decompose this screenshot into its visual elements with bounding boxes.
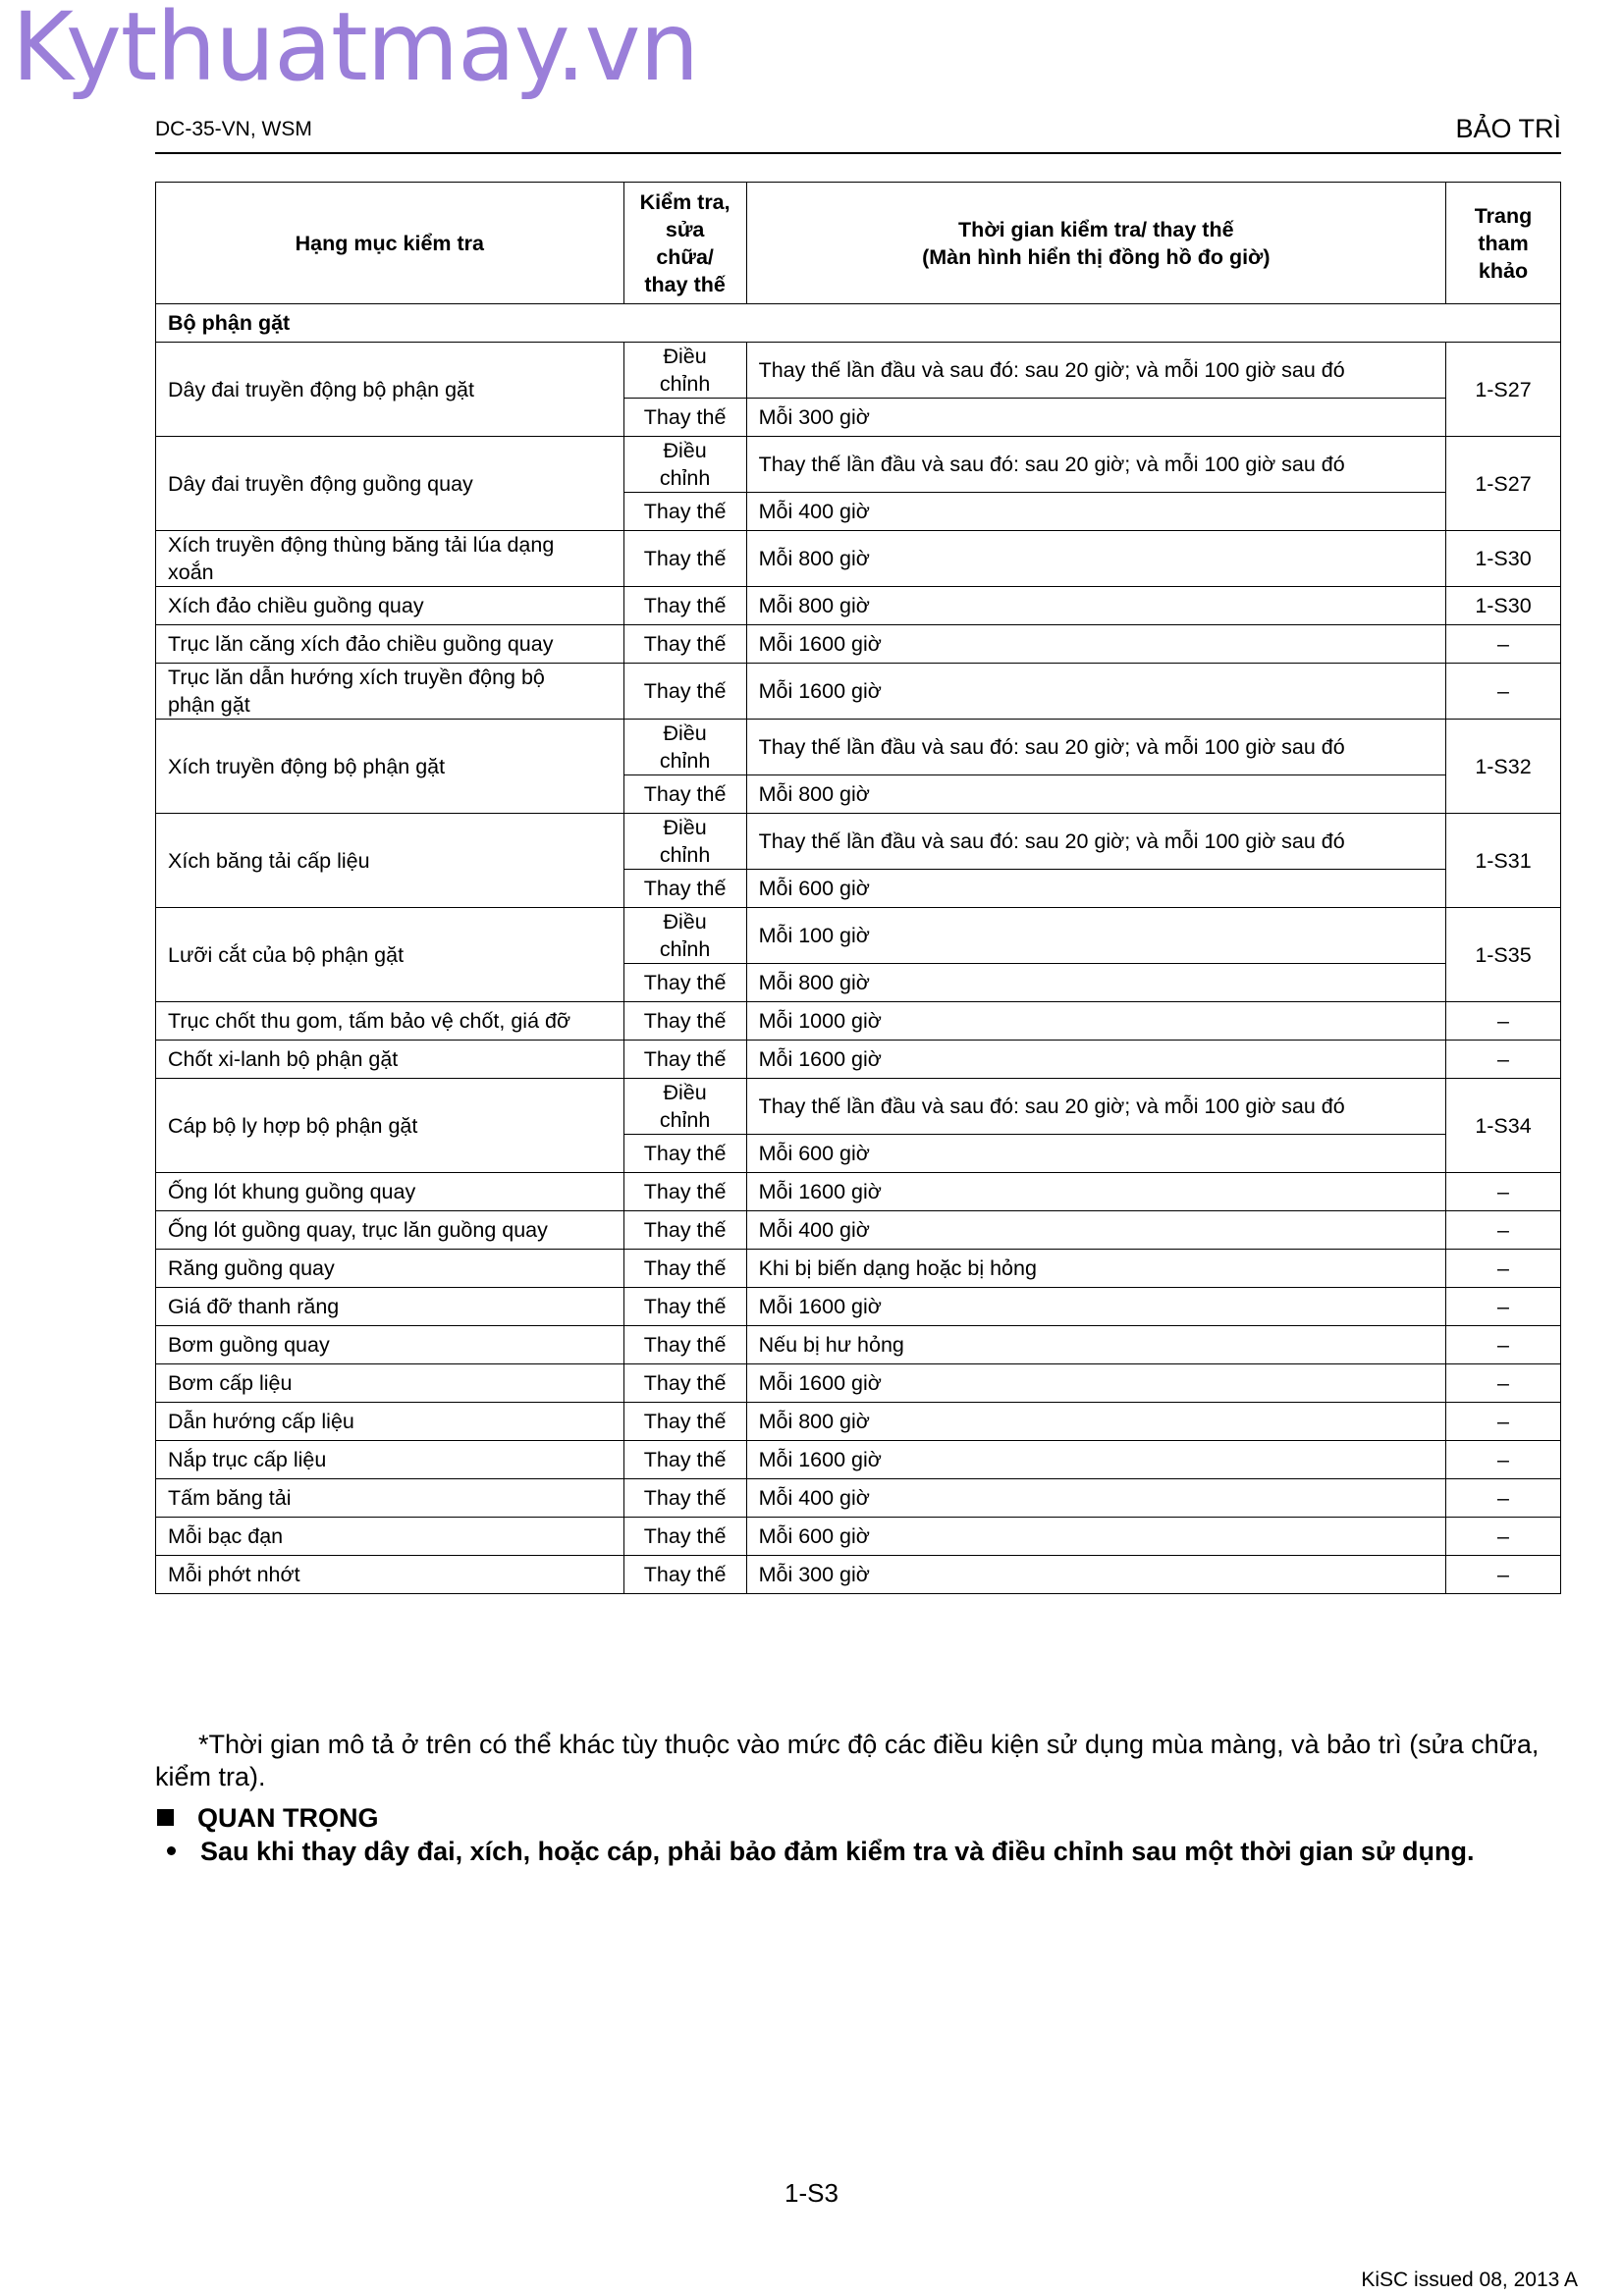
interval-cell: Mỗi 1600 giờ <box>746 1173 1445 1211</box>
reference-cell: – <box>1446 1326 1561 1364</box>
item-cell: Bơm cấp liệu <box>156 1364 624 1403</box>
reference-cell: – <box>1446 1041 1561 1079</box>
interval-cell: Mỗi 800 giờ <box>746 587 1445 625</box>
reference-cell: 1-S27 <box>1446 343 1561 437</box>
important-item <box>167 1837 1475 1867</box>
table-row <box>156 1041 1561 1079</box>
interval-cell: Mỗi 100 giờ <box>746 908 1445 964</box>
action-replace: Thay thế <box>623 531 746 587</box>
table-row <box>156 1403 1561 1441</box>
table-row <box>156 343 1561 399</box>
important-text: Sau khi thay dây đai, xích, hoặc cáp, phải bảo đảm kiểm tra và điều chỉnh sau một thời gian sử dụng. <box>200 1837 1475 1866</box>
interval-cell: Mỗi 1600 giờ <box>746 1364 1445 1403</box>
item-cell: Mỗi phớt nhớt <box>156 1556 624 1594</box>
header-item: Hạng mục kiểm tra <box>156 183 624 304</box>
item-cell: Dây đai truyền động bộ phận gặt <box>156 343 624 437</box>
item-cell: Bơm guồng quay <box>156 1326 624 1364</box>
header-action: Kiểm tra, sửa chữa/ thay thế <box>623 183 746 304</box>
interval-cell: Mỗi 400 giờ <box>746 1211 1445 1250</box>
interval-cell: Mỗi 400 giờ <box>746 493 1445 531</box>
table-row <box>156 1173 1561 1211</box>
action-adjust: Điều chỉnh <box>623 343 746 399</box>
item-cell: Trục chốt thu gom, tấm bảo vệ chốt, giá đỡ <box>156 1002 624 1041</box>
table-row <box>156 720 1561 775</box>
action-replace: Thay thế <box>623 1479 746 1518</box>
page-number: 1-S3 <box>784 2178 839 2208</box>
action-replace: Thay thế <box>623 1250 746 1288</box>
header-divider <box>155 152 1561 154</box>
action-replace: Thay thế <box>623 1403 746 1441</box>
interval-cell: Mỗi 1600 giờ <box>746 1041 1445 1079</box>
watermark-logo: Kythuatmay.vn <box>12 0 699 102</box>
reference-cell: – <box>1446 1211 1561 1250</box>
table-row <box>156 1211 1561 1250</box>
reference-cell: – <box>1446 1002 1561 1041</box>
item-cell: Trục lăn dẫn hướng xích truyền động bộ phận gặt <box>156 664 624 720</box>
item-cell: Chốt xi-lanh bộ phận gặt <box>156 1041 624 1079</box>
item-cell: Mỗi bạc đạn <box>156 1518 624 1556</box>
item-cell: Răng guồng quay <box>156 1250 624 1288</box>
interval-cell: Mỗi 800 giờ <box>746 775 1445 814</box>
interval-cell: Mỗi 1600 giờ <box>746 664 1445 720</box>
interval-cell: Mỗi 1600 giờ <box>746 1441 1445 1479</box>
reference-cell: 1-S31 <box>1446 814 1561 908</box>
interval-cell: Mỗi 800 giờ <box>746 964 1445 1002</box>
interval-cell: Nếu bị hư hỏng <box>746 1326 1445 1364</box>
action-replace: Thay thế <box>623 1364 746 1403</box>
bullet-icon <box>167 1846 176 1855</box>
table-row <box>156 587 1561 625</box>
table-row <box>156 1079 1561 1135</box>
important-title: QUAN TRỌNG <box>197 1803 379 1833</box>
item-cell: Dây đai truyền động guồng quay <box>156 437 624 531</box>
item-cell: Cáp bộ ly hợp bộ phận gặt <box>156 1079 624 1173</box>
reference-cell: – <box>1446 1518 1561 1556</box>
maintenance-table <box>155 182 1561 1594</box>
interval-cell: Thay thế lần đầu và sau đó: sau 20 giờ; và mỗi 100 giờ sau đó <box>746 437 1445 493</box>
table-row <box>156 814 1561 870</box>
reference-cell: 1-S27 <box>1446 437 1561 531</box>
item-cell: Lưỡi cắt của bộ phận gặt <box>156 908 624 1002</box>
table-row <box>156 1002 1561 1041</box>
interval-cell: Mỗi 400 giờ <box>746 1479 1445 1518</box>
item-cell: Xích băng tải cấp liệu <box>156 814 624 908</box>
interval-cell: Mỗi 1000 giờ <box>746 1002 1445 1041</box>
interval-cell: Thay thế lần đầu và sau đó: sau 20 giờ; và mỗi 100 giờ sau đó <box>746 343 1445 399</box>
action-adjust: Điều chỉnh <box>623 720 746 775</box>
interval-cell: Mỗi 800 giờ <box>746 1403 1445 1441</box>
reference-cell: – <box>1446 664 1561 720</box>
action-adjust: Điều chỉnh <box>623 908 746 964</box>
action-replace: Thay thế <box>623 1041 746 1079</box>
interval-cell: Mỗi 800 giờ <box>746 531 1445 587</box>
action-replace: Thay thế <box>623 964 746 1002</box>
action-replace: Thay thế <box>623 664 746 720</box>
footnote: *Thời gian mô tả ở trên có thể khác tùy thuộc vào mức độ các điều kiện sử dụng mùa màng, và bảo trì (sửa chữa, kiểm tra). <box>155 1730 1540 1791</box>
action-replace: Thay thế <box>623 493 746 531</box>
interval-cell: Mỗi 600 giờ <box>746 870 1445 908</box>
header-interval: Thời gian kiểm tra/ thay thế (Màn hình hiển thị đồng hồ đo giờ) <box>746 183 1445 304</box>
square-bullet-icon <box>157 1809 174 1826</box>
item-cell: Nắp trục cấp liệu <box>156 1441 624 1479</box>
action-replace: Thay thế <box>623 1518 746 1556</box>
reference-cell: 1-S35 <box>1446 908 1561 1002</box>
reference-cell: – <box>1446 1288 1561 1326</box>
table-row <box>156 625 1561 664</box>
reference-cell: 1-S30 <box>1446 531 1561 587</box>
important-heading <box>157 1803 379 1834</box>
table-row <box>156 1518 1561 1556</box>
reference-cell: – <box>1446 1441 1561 1479</box>
interval-cell: Mỗi 600 giờ <box>746 1518 1445 1556</box>
reference-cell: 1-S34 <box>1446 1079 1561 1173</box>
action-replace: Thay thế <box>623 625 746 664</box>
reference-cell: – <box>1446 1556 1561 1594</box>
issue-label: KiSC issued 08, 2013 A <box>1361 2269 1578 2291</box>
action-replace: Thay thế <box>623 1556 746 1594</box>
section-label: Bộ phận gặt <box>156 304 1561 343</box>
table-row <box>156 1250 1561 1288</box>
reference-cell: – <box>1446 1479 1561 1518</box>
action-replace: Thay thế <box>623 1211 746 1250</box>
action-replace: Thay thế <box>623 1135 746 1173</box>
reference-cell: – <box>1446 1403 1561 1441</box>
table-header-row <box>156 183 1561 304</box>
item-cell: Xích truyền động bộ phận gặt <box>156 720 624 814</box>
interval-cell: Mỗi 300 giờ <box>746 399 1445 437</box>
action-adjust: Điều chỉnh <box>623 814 746 870</box>
action-replace: Thay thế <box>623 587 746 625</box>
action-adjust: Điều chỉnh <box>623 1079 746 1135</box>
action-replace: Thay thế <box>623 870 746 908</box>
item-cell: Ống lót khung guồng quay <box>156 1173 624 1211</box>
table-row <box>156 1364 1561 1403</box>
interval-cell: Mỗi 300 giờ <box>746 1556 1445 1594</box>
action-adjust: Điều chỉnh <box>623 437 746 493</box>
section-title: BẢO TRÌ <box>1455 114 1561 143</box>
table-row <box>156 1288 1561 1326</box>
table-row <box>156 908 1561 964</box>
interval-cell: Mỗi 1600 giờ <box>746 1288 1445 1326</box>
header-reference: Trang tham khảo <box>1446 183 1561 304</box>
table-row <box>156 1326 1561 1364</box>
action-replace: Thay thế <box>623 1173 746 1211</box>
item-cell: Giá đỡ thanh răng <box>156 1288 624 1326</box>
interval-cell: Thay thế lần đầu và sau đó: sau 20 giờ; và mỗi 100 giờ sau đó <box>746 1079 1445 1135</box>
item-cell: Dẫn hướng cấp liệu <box>156 1403 624 1441</box>
document-id: DC-35-VN, WSM <box>155 118 312 140</box>
action-replace: Thay thế <box>623 1326 746 1364</box>
interval-cell: Thay thế lần đầu và sau đó: sau 20 giờ; và mỗi 100 giờ sau đó <box>746 720 1445 775</box>
item-cell: Xích truyền động thùng băng tải lúa dạng xoắn <box>156 531 624 587</box>
reference-cell: – <box>1446 1173 1561 1211</box>
action-replace: Thay thế <box>623 1288 746 1326</box>
action-replace: Thay thế <box>623 775 746 814</box>
reference-cell: 1-S30 <box>1446 587 1561 625</box>
reference-cell: – <box>1446 625 1561 664</box>
table-row <box>156 664 1561 720</box>
interval-cell: Mỗi 1600 giờ <box>746 625 1445 664</box>
action-replace: Thay thế <box>623 399 746 437</box>
interval-cell: Mỗi 600 giờ <box>746 1135 1445 1173</box>
interval-cell: Khi bị biến dạng hoặc bị hỏng <box>746 1250 1445 1288</box>
table-row <box>156 1556 1561 1594</box>
item-cell: Ống lót guồng quay, trục lăn guồng quay <box>156 1211 624 1250</box>
table-row <box>156 1441 1561 1479</box>
reference-cell: 1-S32 <box>1446 720 1561 814</box>
item-cell: Trục lăn căng xích đảo chiều guồng quay <box>156 625 624 664</box>
table-row <box>156 531 1561 587</box>
table-row <box>156 437 1561 493</box>
interval-cell: Thay thế lần đầu và sau đó: sau 20 giờ; và mỗi 100 giờ sau đó <box>746 814 1445 870</box>
reference-cell: – <box>1446 1364 1561 1403</box>
action-replace: Thay thế <box>623 1002 746 1041</box>
section-row <box>156 304 1561 343</box>
action-replace: Thay thế <box>623 1441 746 1479</box>
table-row <box>156 1479 1561 1518</box>
item-cell: Tấm băng tải <box>156 1479 624 1518</box>
reference-cell: – <box>1446 1250 1561 1288</box>
item-cell: Xích đảo chiều guồng quay <box>156 587 624 625</box>
